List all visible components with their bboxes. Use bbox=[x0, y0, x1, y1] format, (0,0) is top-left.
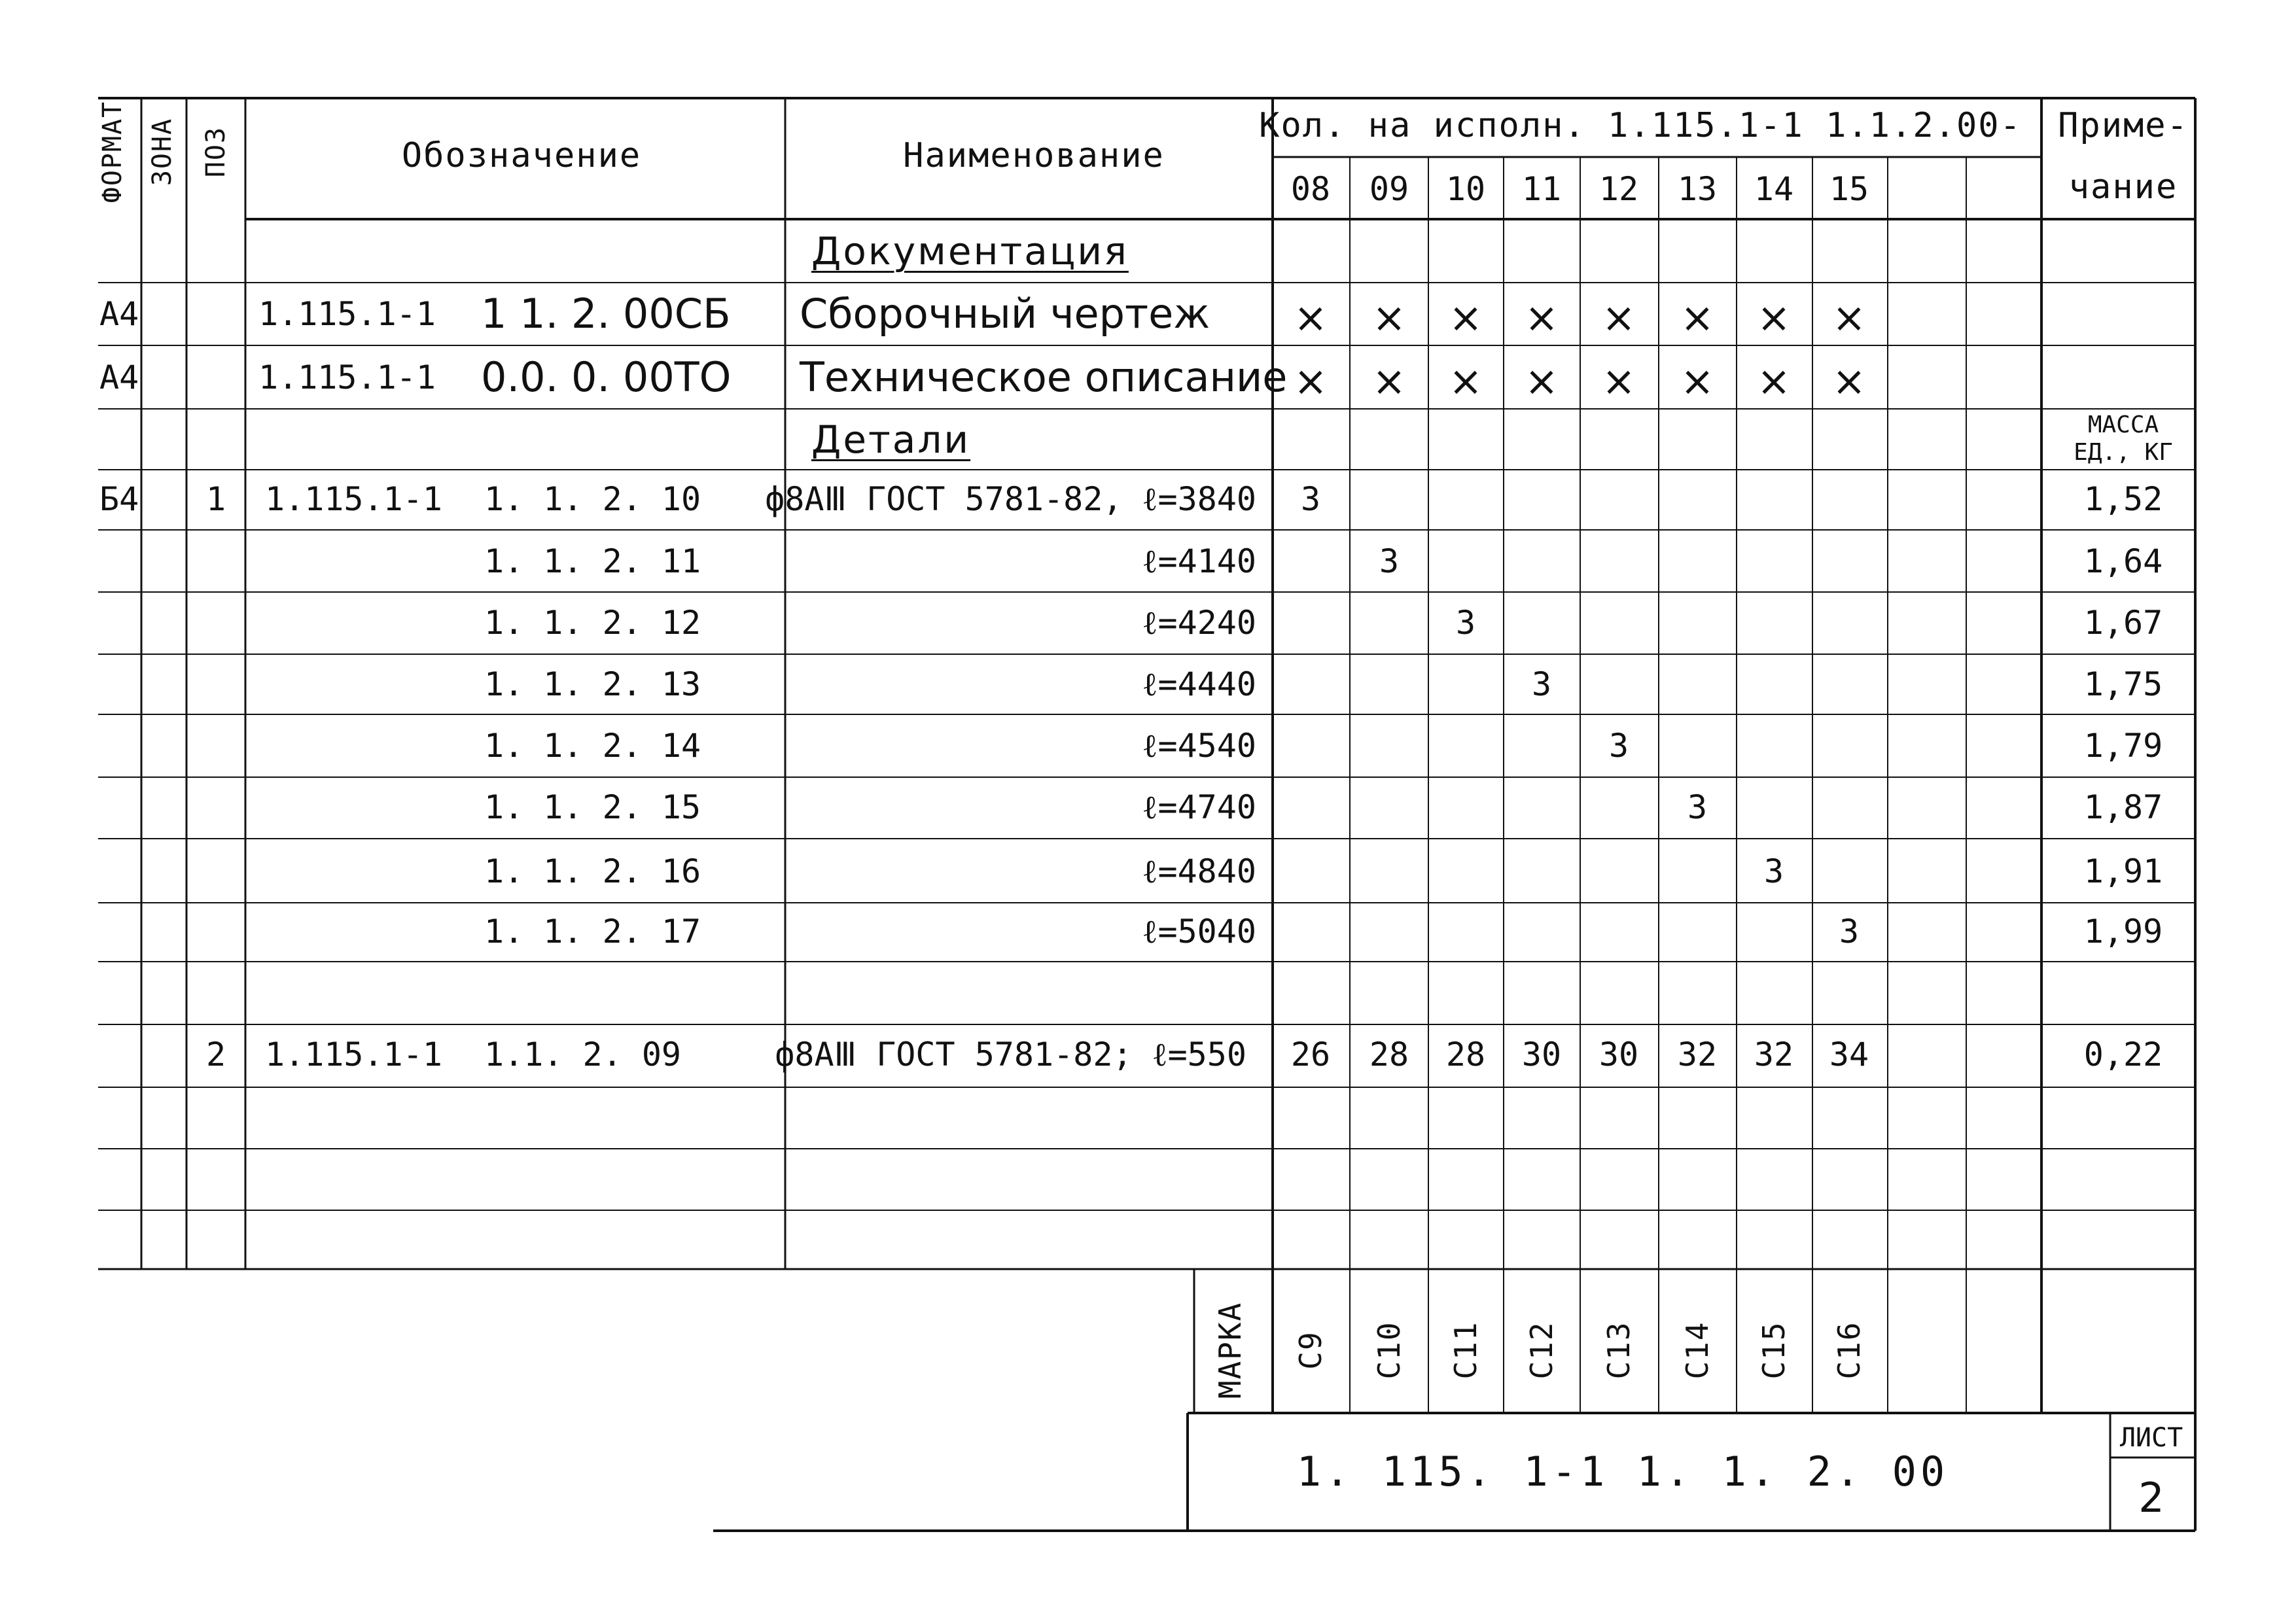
detail-qty: 30 bbox=[1598, 1036, 1639, 1073]
doc-row-mark: × bbox=[1757, 357, 1791, 405]
format-header: ФОРМАТ bbox=[97, 100, 128, 203]
variant-header: 15 bbox=[1829, 170, 1869, 208]
detail-qty: 3 bbox=[1531, 665, 1552, 703]
detail-qty: 3 bbox=[1608, 727, 1629, 765]
doc-row-mark: × bbox=[1372, 357, 1406, 405]
doc-row-format: А4 bbox=[99, 295, 139, 333]
section-documentation: Документация bbox=[811, 229, 1129, 273]
detail-mass: 1,87 bbox=[2083, 788, 2163, 826]
doc-row-mark: × bbox=[1680, 357, 1714, 405]
doc-row-mark: × bbox=[1602, 294, 1636, 341]
variant-header: 10 bbox=[1445, 170, 1486, 208]
detail-code: 1. 1. 2. 16 bbox=[484, 852, 701, 890]
section-details: Детали bbox=[811, 417, 971, 462]
mass-label-line2: ЕД., КГ bbox=[2074, 439, 2173, 466]
doc-row-mark: × bbox=[1525, 357, 1559, 405]
detail-code: 1. 1. 2. 11 bbox=[484, 542, 701, 580]
mark-code: С11 bbox=[1448, 1321, 1483, 1380]
pos-header: ПОЗ bbox=[201, 126, 231, 178]
mass-label-line1: МАССА bbox=[2087, 411, 2159, 439]
detail-code: 1. 1. 2. 12 bbox=[484, 604, 701, 642]
note-header-line1: Приме- bbox=[2058, 106, 2189, 145]
detail-qty: 30 bbox=[1521, 1036, 1562, 1073]
doc-row-series: 1.115.1-1 bbox=[258, 358, 436, 396]
mark-code: С15 bbox=[1756, 1321, 1792, 1380]
zone-header: ЗОНА bbox=[147, 117, 177, 186]
variant-header: 11 bbox=[1521, 170, 1562, 208]
detail-mass: 1,91 bbox=[2083, 852, 2163, 890]
detail-code: 1. 1. 2. 17 bbox=[484, 913, 701, 951]
variant-header: 09 bbox=[1369, 170, 1409, 208]
doc-row-mark: × bbox=[1757, 294, 1791, 341]
detail-code: 1.1. 2. 09 bbox=[484, 1036, 682, 1073]
detail-name: ℓ=4840 bbox=[1142, 852, 1256, 890]
detail-code: 1. 1. 2. 14 bbox=[484, 727, 701, 765]
doc-row-mark: × bbox=[1294, 357, 1328, 405]
variant-header: 13 bbox=[1677, 170, 1718, 208]
detail-code: 1. 1. 2. 15 bbox=[484, 788, 701, 826]
doc-row-mark: × bbox=[1372, 294, 1406, 341]
variant-header: 14 bbox=[1754, 170, 1794, 208]
detail-qty: 32 bbox=[1677, 1036, 1718, 1073]
detail-qty: 3 bbox=[1687, 788, 1708, 826]
detail-mass: 1,67 bbox=[2083, 604, 2163, 642]
detail-format: Б4 bbox=[99, 480, 139, 518]
detail-name: ф8АⅢ ГОСТ 5781-82, ℓ=3840 bbox=[765, 480, 1256, 518]
detail-name: ℓ=4440 bbox=[1142, 665, 1256, 703]
detail-mass: 1,75 bbox=[2083, 665, 2163, 703]
detail-pos: 1 bbox=[205, 480, 226, 518]
mark-code: С9 bbox=[1293, 1331, 1328, 1370]
detail-mass: 0,22 bbox=[2083, 1036, 2163, 1073]
designation-header: Обозначение bbox=[401, 136, 642, 175]
quantity-header: Кол. на исполн. 1.115.1-1 1.1.2.00- bbox=[1259, 106, 2022, 145]
doc-row-mark: × bbox=[1832, 357, 1866, 405]
detail-qty: 32 bbox=[1754, 1036, 1794, 1073]
detail-mass: 1,99 bbox=[2083, 913, 2163, 951]
detail-qty: 3 bbox=[1455, 604, 1476, 642]
doc-row-name: Сборочный чертеж bbox=[800, 290, 1210, 338]
doc-row-code: 1 1. 2. 00СБ bbox=[481, 290, 731, 338]
detail-qty: 26 bbox=[1290, 1036, 1331, 1073]
variant-header: 12 bbox=[1598, 170, 1639, 208]
doc-row-mark: × bbox=[1525, 294, 1559, 341]
detail-name: ℓ=4740 bbox=[1142, 788, 1256, 826]
note-header-line2: чание bbox=[2068, 167, 2178, 207]
doc-row-mark: × bbox=[1832, 294, 1866, 341]
detail-mass: 1,79 bbox=[2083, 727, 2163, 765]
detail-qty: 3 bbox=[1379, 542, 1400, 580]
detail-code: 1. 1. 2. 13 bbox=[484, 665, 701, 703]
doc-row-mark: × bbox=[1294, 294, 1328, 341]
mark-code: С13 bbox=[1601, 1321, 1636, 1380]
detail-qty: 28 bbox=[1369, 1036, 1409, 1073]
sheet-label: ЛИСТ bbox=[2119, 1423, 2183, 1453]
detail-qty: 34 bbox=[1829, 1036, 1869, 1073]
detail-qty: 3 bbox=[1300, 480, 1321, 518]
doc-row-name: Техническое описание bbox=[800, 353, 1288, 401]
name-header: Наименование bbox=[903, 136, 1165, 175]
detail-mass: 1,64 bbox=[2083, 542, 2163, 580]
detail-name: ℓ=4540 bbox=[1142, 727, 1256, 765]
detail-name: ℓ=4140 bbox=[1142, 542, 1256, 580]
marks-label: МАРКА bbox=[1212, 1301, 1248, 1399]
detail-name: ℓ=4240 bbox=[1142, 604, 1256, 642]
doc-row-code: 0.0. 0. 00ТО bbox=[481, 353, 732, 401]
detail-series: 1.115.1-1 bbox=[265, 480, 442, 518]
doc-row-mark: × bbox=[1449, 294, 1483, 341]
detail-qty: 3 bbox=[1839, 913, 1860, 951]
detail-mass: 1,52 bbox=[2083, 480, 2163, 518]
mark-code: С14 bbox=[1680, 1321, 1715, 1380]
detail-name: ℓ=5040 bbox=[1142, 913, 1256, 951]
sheet-number: 2 bbox=[2138, 1474, 2164, 1522]
mark-code: С16 bbox=[1831, 1321, 1867, 1380]
doc-row-format: А4 bbox=[99, 358, 139, 396]
detail-pos: 2 bbox=[205, 1036, 226, 1073]
detail-series: 1.115.1-1 bbox=[265, 1036, 442, 1073]
variant-header: 08 bbox=[1290, 170, 1331, 208]
doc-row-mark: × bbox=[1680, 294, 1714, 341]
detail-qty: 3 bbox=[1763, 852, 1784, 890]
detail-name: ф8АⅢ ГОСТ 5781-82; ℓ=550 bbox=[775, 1036, 1246, 1073]
detail-qty: 28 bbox=[1445, 1036, 1486, 1073]
title-designation: 1. 115. 1-1 1. 1. 2. 00 bbox=[1296, 1448, 1949, 1495]
doc-row-series: 1.115.1-1 bbox=[258, 295, 436, 333]
detail-code: 1. 1. 2. 10 bbox=[484, 480, 701, 518]
doc-row-mark: × bbox=[1602, 357, 1636, 405]
mark-code: С12 bbox=[1524, 1321, 1559, 1380]
mark-code: С10 bbox=[1371, 1321, 1407, 1380]
doc-row-mark: × bbox=[1449, 357, 1483, 405]
